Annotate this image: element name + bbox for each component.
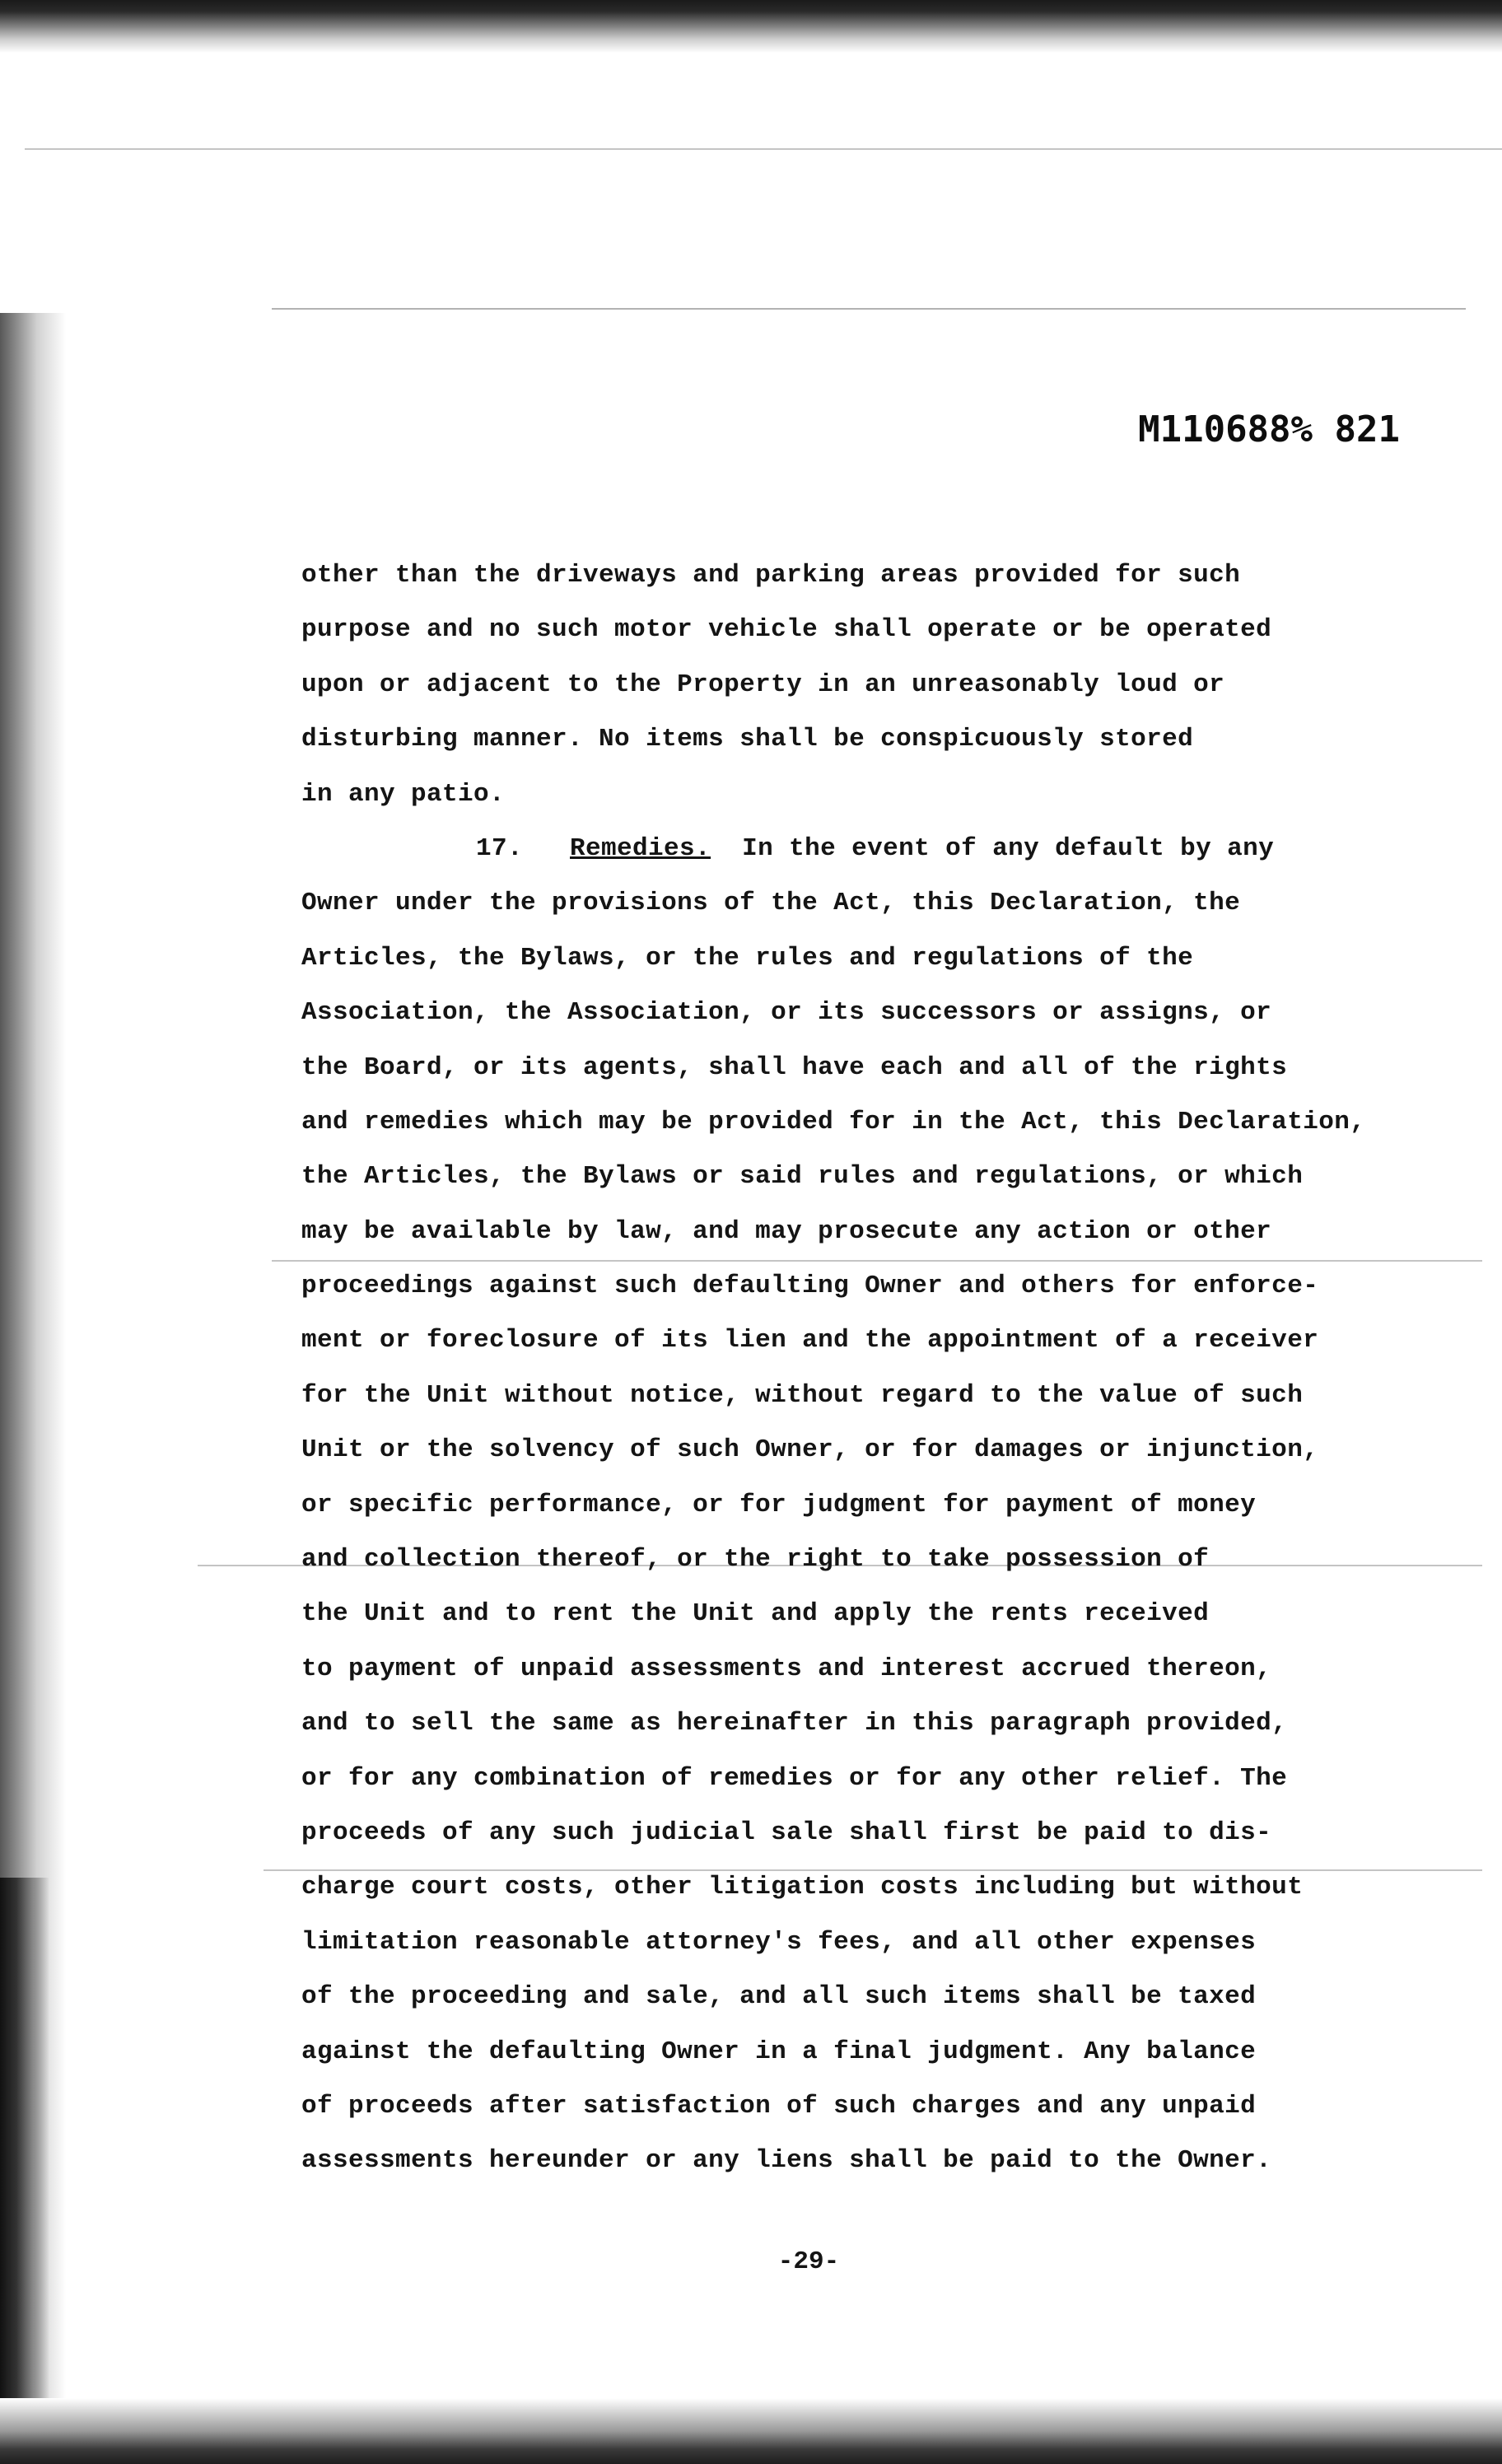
scan-edge-top [0, 0, 1502, 53]
text-line: the Articles, the Bylaws or said rules and regulations, or which [301, 1162, 1304, 1192]
text-line: or specific performance, or for judgment for payment of money [301, 1490, 1257, 1519]
text-line: other than the driveways and parking areas provided for such [301, 561, 1241, 590]
text-line: against the defaulting Owner in a final judgment. Any balance [301, 2037, 1257, 2066]
text-line: Association, the Association, or its successors or assigns, or [301, 998, 1272, 1028]
text-line: and to sell the same as hereinafter in this paragraph provided, [301, 1709, 1288, 1738]
text-line: in any patio. [301, 779, 506, 809]
scan-edge-left-dark [0, 1878, 49, 2405]
scan-edge-bottom [0, 2398, 1502, 2464]
text-line: to payment of unpaid assessments and interest accrued thereon, [301, 1654, 1272, 1683]
section-number: 17. [476, 833, 524, 863]
text-line: disturbing manner. No items shall be conspicuously stored [301, 725, 1194, 754]
scan-rule [272, 308, 1466, 310]
text-line: Unit or the solvency of such Owner, or for damages or injunction, [301, 1435, 1319, 1465]
text-line: may be available by law, and may prosecute any action or other [301, 1216, 1272, 1246]
section-heading: Remedies. [570, 833, 711, 863]
text-line: limitation reasonable attorney's fees, and all other expenses [301, 1927, 1257, 1957]
text-line: proceeds of any such judicial sale shall first be paid to dis- [301, 1818, 1272, 1847]
text-line: and collection thereof, or the right to take possession of [301, 1545, 1210, 1575]
scan-rule [25, 148, 1502, 150]
section-17-first-line [301, 822, 1487, 876]
text-line: or for any combination of remedies or for any other relief. The [301, 1763, 1288, 1793]
text-line: the Board, or its agents, shall have each and all of the rights [301, 1052, 1288, 1082]
text-line: charge court costs, other litigation costs including but without [301, 1873, 1304, 1902]
text-line: Articles, the Bylaws, or the rules and regulations of the [301, 943, 1194, 973]
section-first-line-text: In the event of any default by any [742, 833, 1275, 863]
text-line: upon or adjacent to the Property in an unreasonably loud or [301, 670, 1225, 699]
document-body [301, 548, 1487, 2189]
page-number: -29- [777, 2247, 840, 2276]
text-line: of proceeds after satisfaction of such charges and any unpaid [301, 2091, 1257, 2121]
text-line: Owner under the provisions of the Act, this Declaration, the [301, 889, 1241, 918]
text-line: proceedings against such defaulting Owner and others for enforce- [301, 1272, 1319, 1301]
book-page-stamp: M110688% 821 [1138, 408, 1400, 450]
text-line: ment or foreclosure of its lien and the appointment of a receiver [301, 1326, 1319, 1356]
text-line: and remedies which may be provided for in the Act, this Declaration, [301, 1107, 1366, 1136]
text-line: for the Unit without notice, without regard to the value of such [301, 1380, 1304, 1410]
text-line: purpose and no such motor vehicle shall operate or be operated [301, 615, 1272, 645]
text-line: the Unit and to rent the Unit and apply the rents received [301, 1599, 1210, 1629]
text-line: assessments hereunder or any liens shall be paid to the Owner. [301, 2146, 1272, 2176]
text-line: of the proceeding and sale, and all such items shall be taxed [301, 1982, 1257, 2012]
